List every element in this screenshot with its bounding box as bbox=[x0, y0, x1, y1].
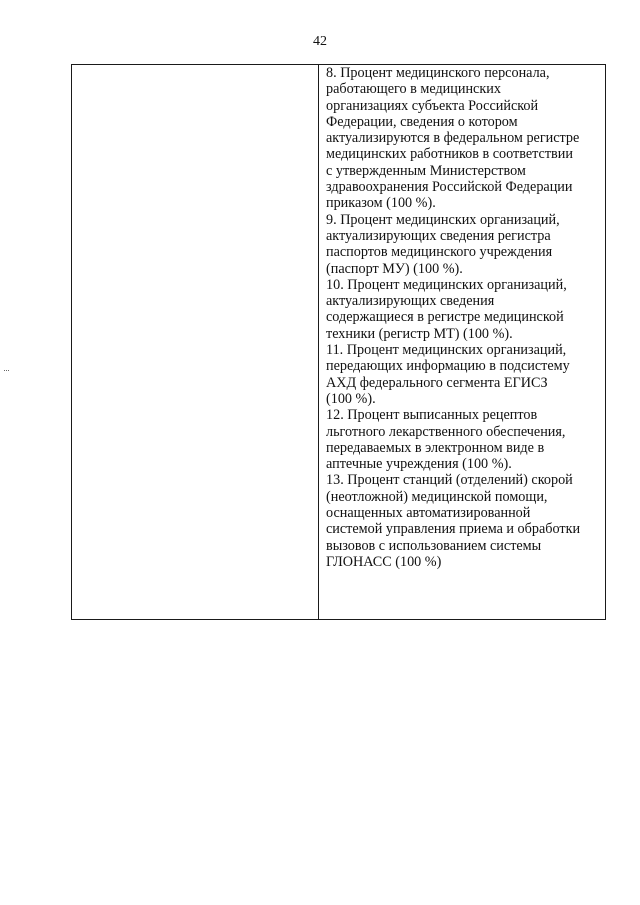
indicator-item bbox=[326, 407, 601, 472]
indicator-text-line: оснащенных автоматизированной bbox=[326, 505, 531, 522]
indicator-text-line: содержащиеся в регистре медицинской bbox=[326, 309, 564, 326]
indicator-text-line: системой управления приема и обработки bbox=[326, 521, 581, 538]
indicator-item bbox=[326, 342, 601, 407]
indicator-text-line: передаваемых в электронном виде в bbox=[326, 439, 545, 456]
table-column-divider bbox=[318, 65, 319, 619]
indicator-text-line: ГЛОНАСС (100 %) bbox=[326, 553, 442, 570]
indicator-text-line: актуализирующих сведения регистра bbox=[326, 227, 551, 244]
indicator-item bbox=[326, 65, 601, 212]
indicator-item bbox=[326, 212, 601, 277]
indicator-text-line: работающего в медицинских bbox=[326, 81, 501, 98]
indicator-text-line: вызовов с использованием системы bbox=[326, 537, 542, 554]
indicator-text-line: организациях субъекта Российской bbox=[326, 97, 539, 114]
indicator-text-line: Федерации, сведения о котором bbox=[326, 113, 518, 130]
indicator-text-line: 10. Процент медицинских организаций, bbox=[326, 276, 567, 293]
indicator-text-line: актуализируются в федеральном регистре bbox=[326, 130, 580, 147]
indicator-text-line: с утвержденным Министерством bbox=[326, 162, 526, 179]
indicator-item bbox=[326, 277, 601, 342]
indicator-text-line: приказом (100 %). bbox=[326, 195, 436, 212]
indicator-text-line: АХД федерального сегмента ЕГИСЗ bbox=[326, 374, 548, 391]
indicator-text-line: медицинских работников в соответствии bbox=[326, 146, 573, 163]
indicator-text-line: передающих информацию в подсистему bbox=[326, 358, 570, 375]
indicator-text-line: 13. Процент станций (отделений) скорой bbox=[326, 472, 573, 489]
indicator-text-line: 11. Процент медицинских организаций, bbox=[326, 342, 567, 359]
indicator-text-line: аптечные учреждения (100 %). bbox=[326, 456, 512, 473]
document-table bbox=[71, 64, 606, 620]
indicator-text-line: (паспорт МУ) (100 %). bbox=[326, 260, 463, 277]
indicator-text-line: паспортов медицинского учреждения bbox=[326, 244, 553, 261]
table-right-cell bbox=[320, 65, 605, 570]
margin-mark bbox=[4, 370, 9, 371]
indicator-text-line: (неотложной) медицинской помощи, bbox=[326, 488, 548, 505]
indicator-text-line: льготного лекарственного обеспечения, bbox=[326, 423, 566, 440]
table-left-cell bbox=[72, 65, 318, 619]
indicator-item bbox=[326, 472, 601, 570]
indicator-text-line: (100 %). bbox=[326, 390, 376, 407]
indicator-text-line: здравоохранения Российской Федерации bbox=[326, 179, 573, 196]
indicator-text-line: 12. Процент выписанных рецептов bbox=[326, 407, 538, 424]
indicator-text-line: техники (регистр МТ) (100 %). bbox=[326, 325, 513, 342]
indicator-text-line: 9. Процент медицинских организаций, bbox=[326, 211, 560, 228]
indicator-text-line: 8. Процент медицинского персонала, bbox=[326, 65, 550, 81]
page-number: 42 bbox=[313, 34, 327, 49]
indicator-text-line: актуализирующих сведения bbox=[326, 293, 495, 310]
